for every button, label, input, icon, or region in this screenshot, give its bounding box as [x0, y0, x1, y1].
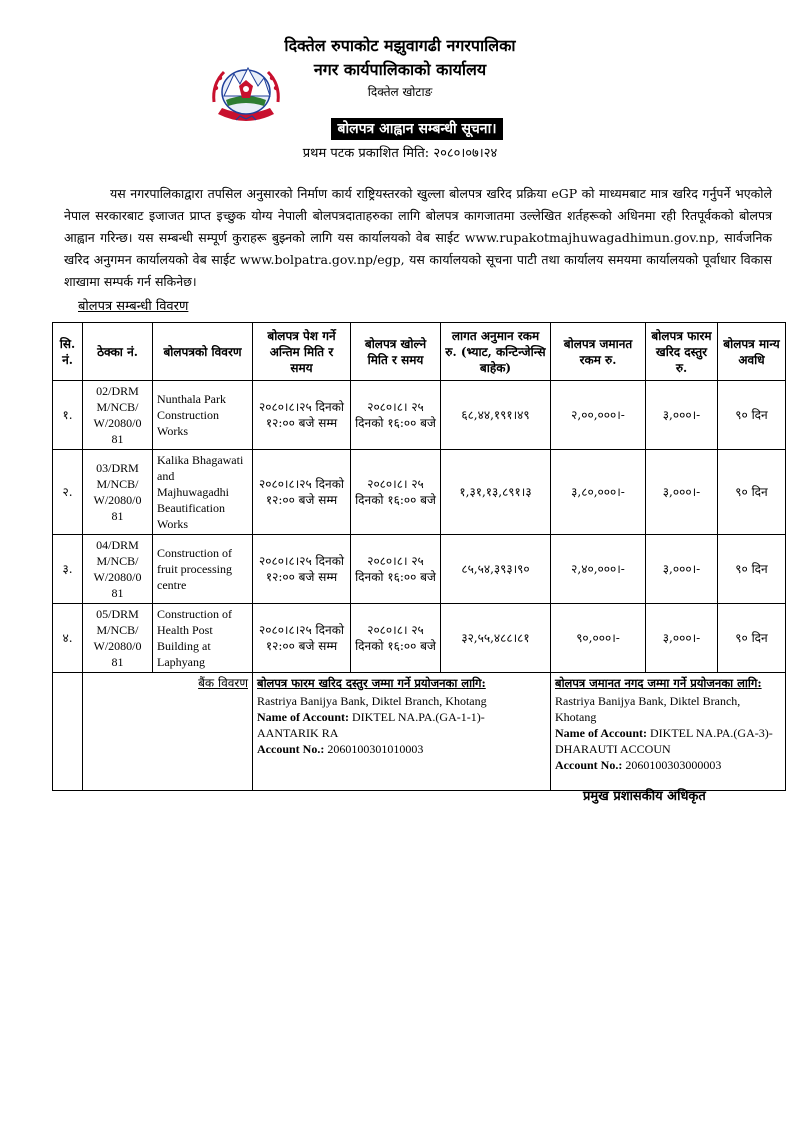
fee-account-bank: Rastriya Banijya Bank, Diktel Branch, Khotang — [257, 694, 487, 708]
cell-submit: २०८०।८।२५ दिनको १२:०० बजे सम्म — [253, 450, 351, 535]
fee-account-name: DIKTEL NA.PA.(GA-1-1)-AANTARIK RA — [257, 710, 485, 740]
cell-open: २०८०।८। २५ दिनको १६:०० बजे — [351, 381, 441, 450]
cell-fee: ३,०००।- — [646, 450, 718, 535]
table-row — [53, 381, 786, 450]
publish-date: प्रथम पटक प्रकाशित मिति: २०८०।०७।२४ — [302, 146, 498, 161]
cell-desc: Construction of fruit processing centre — [153, 535, 253, 604]
cell-security: २,४०,०००।- — [551, 535, 646, 604]
security-account-name-label: Name of Account: — [555, 726, 647, 740]
fee-account-cell — [253, 673, 551, 791]
cell-desc: Construction of Health Post Building at Laphyang — [153, 604, 253, 673]
cell-security: ९०,०००।- — [551, 604, 646, 673]
security-account-no: 2060100303000003 — [625, 758, 722, 772]
fee-account-no-label: Account No.: — [257, 742, 325, 756]
fee-account-no: 2060100301010003 — [327, 742, 424, 756]
cell-sn: २. — [53, 450, 83, 535]
cell-ref: 02/DRM M/NCB/ W/2080/0 81 — [83, 381, 153, 450]
cell-sn: ३. — [53, 535, 83, 604]
cell-validity: ९० दिन — [718, 450, 786, 535]
cell-sn: ४. — [53, 604, 83, 673]
cell-cost: ३२,५५,४८८।८१ — [441, 604, 551, 673]
fee-account-name-label: Name of Account: — [257, 710, 349, 724]
cell-fee: ३,०००।- — [646, 535, 718, 604]
security-account-no-label: Account No.: — [555, 758, 623, 772]
security-account-no-line — [555, 757, 781, 773]
security-account-title: बोलपत्र जमानत नगद जम्मा गर्ने प्रयोजनका लागि: — [555, 676, 762, 690]
table-row — [53, 450, 786, 535]
cell-validity: ९० दिन — [718, 604, 786, 673]
table-header-row — [53, 323, 786, 381]
cell-fee: ३,०००।- — [646, 604, 718, 673]
fee-account-name-line — [257, 709, 546, 741]
fee-account-title: बोलपत्र फारम खरिद दस्तुर जम्मा गर्ने प्रयोजनका लागि: — [257, 676, 486, 690]
table-row — [53, 535, 786, 604]
security-account-bank: Rastriya Banijya Bank, Diktel Branch, Khotang — [555, 694, 741, 724]
office-name: नगर कार्यपालिकाको कार्यालय — [313, 60, 487, 79]
col-header-ref: ठेक्का नं. — [83, 323, 153, 381]
cell-ref: 04/DRM M/NCB/ W/2080/0 81 — [83, 535, 153, 604]
cell-validity: ९० दिन — [718, 381, 786, 450]
municipality-name: दिक्तेल रुपाकोट मझुवागढी नगरपालिका — [284, 36, 516, 55]
notice-paragraph — [64, 183, 772, 293]
col-header-cost: लागत अनुमान रकम रु. (भ्याट, कन्टिन्जेन्सि बाहेक) — [441, 323, 551, 381]
office-location: दिक्तेल खोटाङ — [367, 85, 433, 99]
letterhead — [0, 34, 800, 102]
bank-spacer-cell — [53, 673, 83, 791]
cell-sn: १. — [53, 381, 83, 450]
fee-account-no-line — [257, 741, 546, 757]
notice-title: बोलपत्र आह्वान सम्बन्धी सूचना। — [331, 118, 503, 140]
col-header-fee: बोलपत्र फारम खरिद दस्तुर रु. — [646, 323, 718, 381]
section-title: बोलपत्र सम्बन्धी विवरण — [78, 299, 189, 314]
signatory-title: प्रमुख प्रशासकीय अधिकृत — [583, 789, 706, 804]
col-header-security: बोलपत्र जमानत रकम रु. — [551, 323, 646, 381]
cell-submit: २०८०।८।२५ दिनको १२:०० बजे सम्म — [253, 381, 351, 450]
cell-desc: Nunthala Park Construction Works — [153, 381, 253, 450]
cell-open: २०८०।८। २५ दिनको १६:०० बजे — [351, 535, 441, 604]
cell-submit: २०८०।८।२५ दिनको १२:०० बजे सम्म — [253, 535, 351, 604]
cell-security: २,००,०००।- — [551, 381, 646, 450]
paragraph-text: यस नगरपालिकाद्वारा तपसिल अनुसारको निर्माण कार्य राष्ट्रियस्तरको खुल्ला बोलपत्र खरिद प्रक्रिया eGP को माध्यमबाट मात्र खरिद गर्नुपर्ने भएकोले नेपाल सरकारबाट इजाजत प्राप्त इच्छुक योग्य नेपाली बोलपत्रदाताहरुका लागि बोलपत्र कागजातमा उल्लेखित शर्तहरूको अधिनमा रही रितपूर्वकको बोलपत्र आह्वान गरिन्छ। यस सम्बन्धी सम्पूर्ण कुराहरू बुझ्नको लागि यस कार्यालयको वेब साईट www.rupakotmajhuwagadhimun.gov.np, सार्वजनिक खरिद अनुगमन कार्यालयको वेब साईट www.bolpatra.gov.np/egp, यस कार्यालयको सूचना पाटी तथा कार्यालय समयमा कार्यालयको पूर्वाधार विकास शाखामा सम्पर्क गर्न सकिनेछ। — [64, 186, 772, 289]
cell-open: २०८०।८। २५ दिनको १६:०० बजे — [351, 604, 441, 673]
col-header-open: बोलपत्र खोल्ने मिति र समय — [351, 323, 441, 381]
cell-ref: 05/DRM M/NCB/ W/2080/0 81 — [83, 604, 153, 673]
table-row — [53, 604, 786, 673]
cell-ref: 03/DRM M/NCB/ W/2080/0 81 — [83, 450, 153, 535]
cell-desc: Kalika Bhagawati and Majhuwagadhi Beautification Works — [153, 450, 253, 535]
security-account-name: DIKTEL NA.PA.(GA-3)-DHARAUTI ACCOUN — [555, 726, 773, 756]
tender-table — [52, 322, 786, 791]
cell-cost: ६८,४४,१९१।४९ — [441, 381, 551, 450]
security-account-cell — [551, 673, 786, 791]
col-header-desc: बोलपत्रको विवरण — [153, 323, 253, 381]
col-header-submit: बोलपत्र पेश गर्ने अन्तिम मिति र समय — [253, 323, 351, 381]
cell-fee: ३,०००।- — [646, 381, 718, 450]
security-account-name-line — [555, 725, 781, 757]
col-header-validity: बोलपत्र मान्य अवधि — [718, 323, 786, 381]
cell-open: २०८०।८। २५ दिनको १६:०० बजे — [351, 450, 441, 535]
cell-submit: २०८०।८।२५ दिनको १२:०० बजे सम्म — [253, 604, 351, 673]
cell-cost: ८५,५४,३९३।९० — [441, 535, 551, 604]
cell-security: ३,८०,०००।- — [551, 450, 646, 535]
bank-details-row — [53, 673, 786, 791]
bank-details-label: बैंक विवरण — [83, 673, 253, 791]
col-header-sn: सि. नं. — [53, 323, 83, 381]
cell-validity: ९० दिन — [718, 535, 786, 604]
cell-cost: १,३१,१३,८९१।३ — [441, 450, 551, 535]
